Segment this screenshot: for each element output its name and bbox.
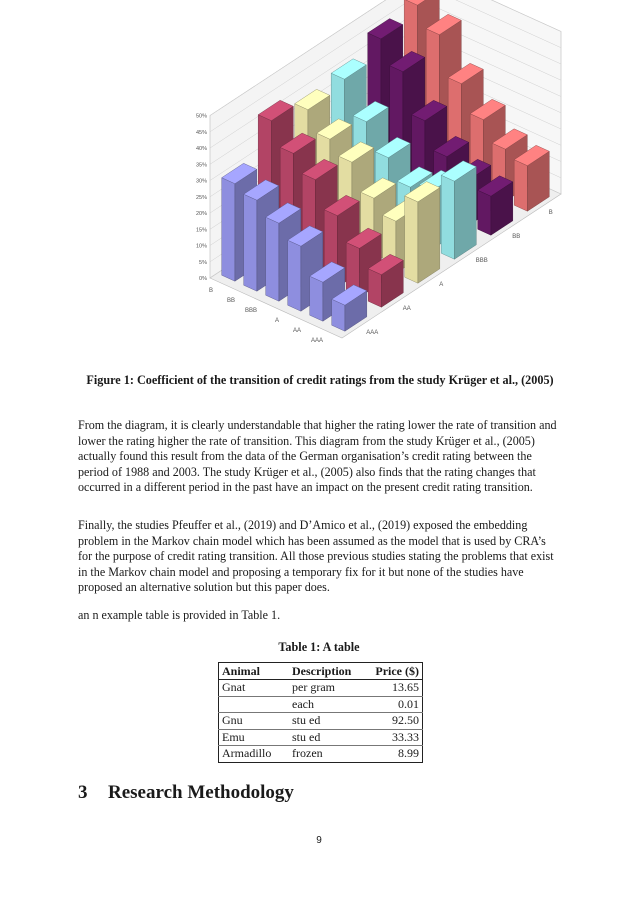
y-tick-label: 5% xyxy=(199,259,207,266)
cell-price: 8.99 xyxy=(365,746,423,763)
table-row xyxy=(219,746,423,763)
cell-description: frozen xyxy=(289,746,365,763)
bar-front-face xyxy=(288,240,301,311)
page-number: 9 xyxy=(316,835,322,846)
cell-animal xyxy=(219,696,290,713)
x-category-label: AA xyxy=(292,328,301,334)
y-tick-label: 40% xyxy=(195,146,207,152)
cell-animal: Gnat xyxy=(219,680,290,697)
y-tick-label: 15% xyxy=(195,227,207,234)
cell-description: each xyxy=(289,696,365,713)
y-tick-label: 30% xyxy=(195,178,207,185)
cell-price: 13.65 xyxy=(365,680,423,697)
x-category-label: B xyxy=(208,288,213,294)
y-tick-label: 10% xyxy=(195,243,207,250)
depth-category-label: A xyxy=(439,282,444,288)
y-tick-label: 50% xyxy=(195,113,207,120)
cell-price: 0.01 xyxy=(365,696,423,713)
bar-front-face xyxy=(266,217,279,301)
paragraph-1: From the diagram, it is clearly understandable that higher the rating lower the rate of transition and lower the rating higher the rate of transition. This diagram from the study Krüger et al., (2005) actually found this result from the data of the German organisation’s credit rating between the period of 1988 and 2003. The study Krüger et al., (2005) also finds that the rating changes that occurred in a different period in the past have an impact on the present credit rating transition. xyxy=(78,418,557,494)
y-tick-label: 25% xyxy=(195,194,207,201)
depth-category-label: AAA xyxy=(366,330,379,336)
depth-category-label: BBB xyxy=(475,258,488,264)
bar-front-face xyxy=(441,175,454,259)
chart-svg xyxy=(160,108,553,363)
depth-category-label: AA xyxy=(402,306,411,312)
table-row xyxy=(219,713,423,730)
table-row xyxy=(219,696,423,713)
x-category-label: A xyxy=(274,318,279,324)
cell-description: stu ed xyxy=(289,713,365,730)
bar-front-face xyxy=(478,190,491,235)
cell-animal: Armadillo xyxy=(219,746,290,763)
x-category-label: BB xyxy=(226,298,235,304)
cell-animal: Emu xyxy=(219,729,290,746)
x-category-label: BBB xyxy=(244,308,257,314)
paragraph-2: Finally, the studies Pfeuffer et al., (2019) and D’Amico et al., (2019) exposed the embedding problem in the Markov chain model which has been assumed as the model that is used by CRA’s for the purpose of credit rating transition. All those previous studies stating the problems that exist in the Markov chain model and proposing a temporary fix for it but none of the studies have proposed an alternative solution but this paper does. xyxy=(78,518,554,594)
col-header-animal: Animal xyxy=(219,663,290,680)
cell-animal: Gnu xyxy=(219,713,290,730)
figure-caption: Figure 1: Coefficient of the transition of credit ratings from the study Krüger et al., (2005) xyxy=(86,373,554,387)
col-header-price: Price ($) xyxy=(365,663,423,680)
bar-front-face xyxy=(310,276,323,321)
data-table xyxy=(218,662,423,763)
paragraph-3: an n example table is provided in Table 1. xyxy=(78,608,281,622)
y-tick-label: 45% xyxy=(195,129,207,136)
depth-category-label: B xyxy=(548,210,553,216)
section-number: 3 xyxy=(78,782,88,803)
bar-front-face xyxy=(405,196,418,283)
y-tick-label: 0% xyxy=(199,276,207,282)
cell-price: 92.50 xyxy=(365,713,423,730)
y-tick-label: 20% xyxy=(195,211,207,217)
bar-side-face xyxy=(418,188,440,284)
table-row xyxy=(219,680,423,697)
bar-side-face xyxy=(454,167,476,259)
bar-front-face xyxy=(244,194,257,291)
col-header-description: Description xyxy=(289,663,365,680)
figure-3d-bar-chart xyxy=(160,108,553,363)
bar-front-face xyxy=(368,269,381,308)
cell-description: stu ed xyxy=(289,729,365,746)
section-heading xyxy=(78,782,294,804)
y-tick-label: 35% xyxy=(195,162,207,169)
bar-front-face xyxy=(222,178,235,282)
x-category-label: AAA xyxy=(310,338,323,344)
cell-description: per gram xyxy=(289,680,365,697)
table-row xyxy=(219,729,423,746)
table-title: Table 1: A table xyxy=(278,640,360,654)
table-header-row xyxy=(219,663,423,680)
cell-price: 33.33 xyxy=(365,729,423,746)
section-title: Research Methodology xyxy=(108,782,294,803)
bar-front-face xyxy=(514,160,527,212)
depth-category-label: BB xyxy=(512,234,521,240)
